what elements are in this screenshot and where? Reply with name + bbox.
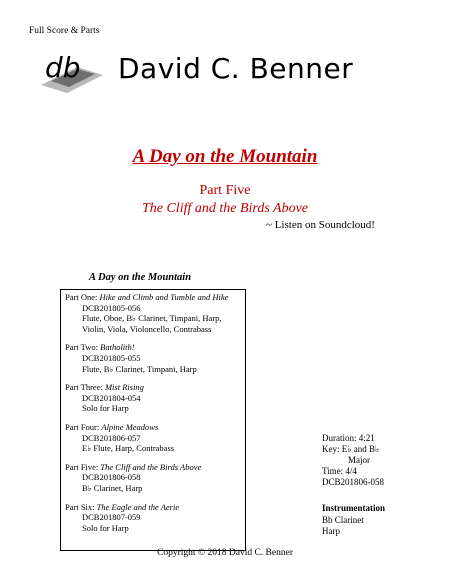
section-part: Part Four:: [65, 421, 102, 432]
instrumentation-list: [322, 515, 364, 537]
instrument-item: Harp: [322, 526, 340, 536]
key-mode: Major: [348, 455, 370, 465]
series-title: A Day on the Mountain: [88, 272, 192, 283]
series-section: [65, 292, 241, 334]
piece-subtitle: The Cliff and the Birds Above: [141, 201, 309, 216]
section-part: Part Six:: [65, 501, 97, 512]
part-label: Part Five: [199, 183, 251, 198]
series-box: [60, 289, 246, 551]
section-instruments: Flute, B♭ Clarinet, Timpani, Harp: [82, 363, 197, 374]
series-section: [65, 462, 241, 494]
logo-icon: [37, 47, 107, 95]
series-section: [65, 502, 241, 534]
section-part: Part Five:: [65, 461, 101, 472]
duration: Duration: 4:21: [322, 433, 375, 443]
section-name: Alpine Meadows: [101, 421, 159, 432]
section-name: The Cliff and the Birds Above: [100, 461, 202, 472]
section-name: Batholith!: [100, 342, 135, 353]
section-instruments: Solo for Harp: [82, 403, 129, 414]
series-section: [65, 342, 241, 374]
section-code: DCB201806-057: [82, 432, 141, 443]
listen-link[interactable]: ~ Listen on Soundcloud!: [266, 219, 375, 231]
section-name: Hike and Climb and Tumble and Hike: [99, 292, 229, 302]
series-section: [65, 382, 241, 414]
section-part: Part Two:: [65, 342, 101, 353]
logo: [37, 47, 107, 95]
section-part: Part Three:: [65, 382, 105, 393]
section-instruments: E♭ Flute, Harp, Contrabass: [82, 443, 175, 454]
copyright: Copyright © 2018 David C. Benner: [157, 548, 293, 558]
section-instruments: Solo for Harp: [82, 522, 129, 533]
section-name: Mist Rising: [104, 382, 144, 393]
brand-name: David C. Benner: [118, 52, 354, 85]
section-instruments: Flute, Oboe, B♭ Clarinet, Timpani, Harp,: [82, 313, 222, 324]
section-instruments: B♭ Clarinet, Harp: [82, 482, 143, 493]
section-name: The Eagle and the Aerie: [96, 501, 180, 512]
section-code: DCB201806-058: [82, 472, 141, 483]
section-code: DCB201807-059: [82, 512, 141, 523]
section-code: DCB201804-054: [82, 392, 141, 403]
section-instruments: Violin, Viola, Violoncello, Contrabass: [82, 323, 212, 334]
section-code: DCB201805-056: [82, 302, 141, 313]
series-section: [65, 422, 241, 454]
svg-text:db: db: [45, 51, 81, 84]
piece-details: [322, 433, 384, 488]
instrument-item: Bb Clarinet: [322, 515, 364, 525]
section-code: DCB201805-055: [82, 352, 141, 363]
page-title: A Day on the Mountain: [132, 146, 318, 167]
instrumentation-heading: Instrumentation: [322, 503, 386, 513]
section-part: Part One:: [65, 292, 100, 302]
catalog-code: DCB201806-058: [322, 477, 385, 487]
header-label: Full Score & Parts: [29, 26, 100, 36]
key: Key: E♭ and B♭: [322, 444, 380, 454]
time-signature: Time: 4/4: [322, 466, 357, 476]
